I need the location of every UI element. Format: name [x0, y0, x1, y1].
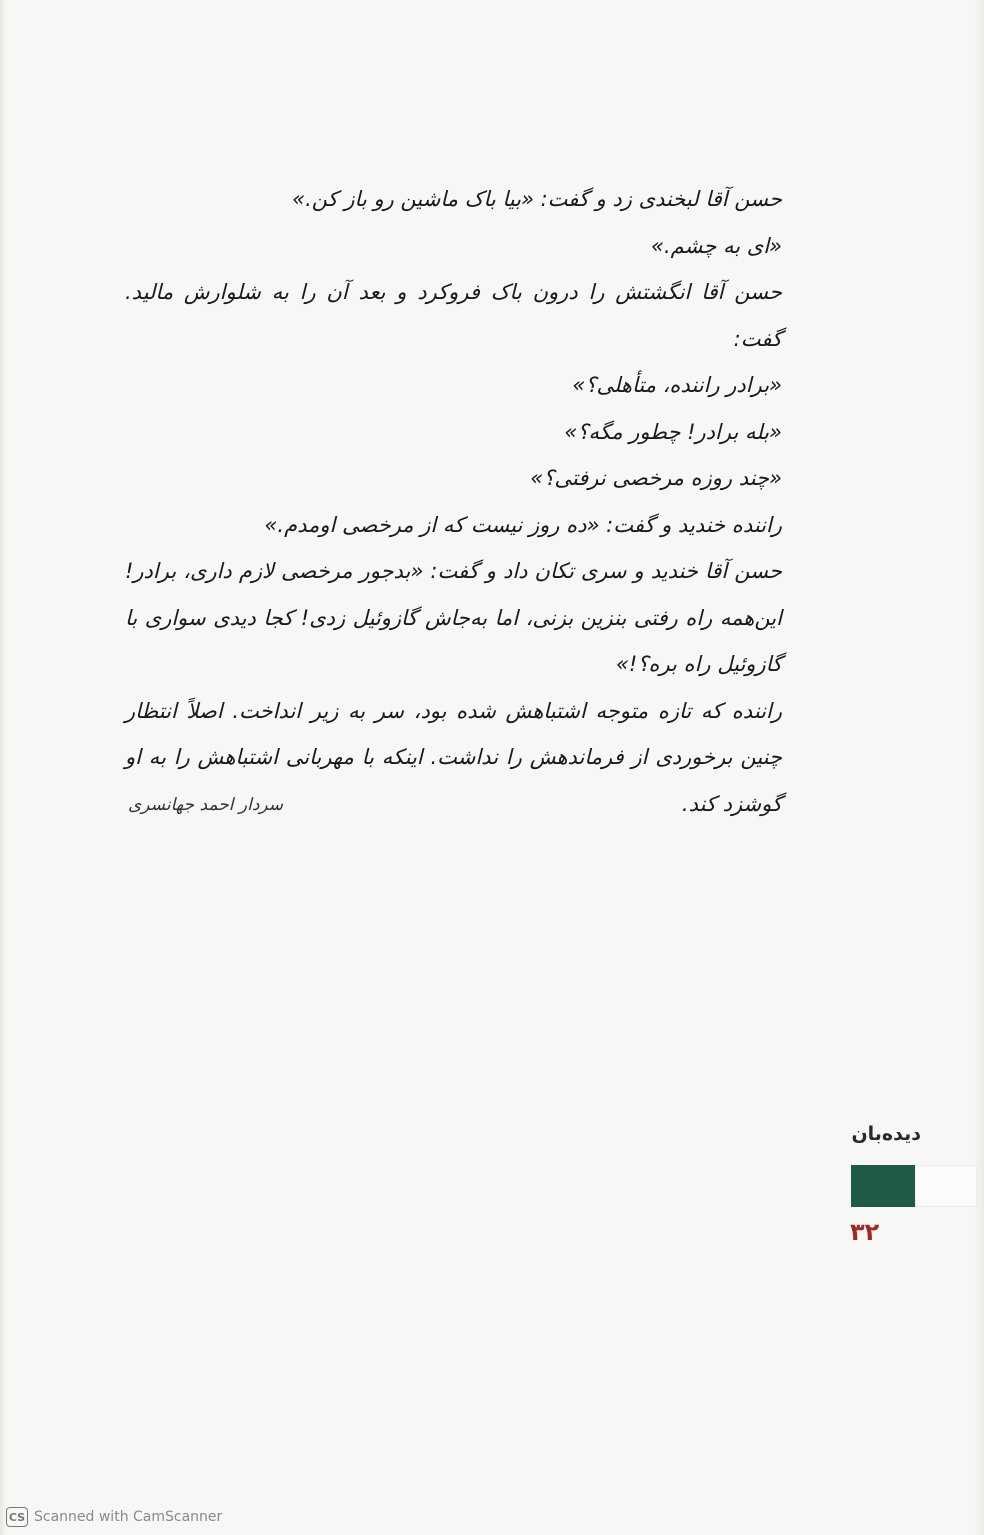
text-line: راننده خندید و گفت: «ده روز نیست که از مرخصی اومدم.» [264, 512, 782, 537]
text-line: «بله برادر! چطور مگه؟» [564, 419, 782, 444]
text-line: «چند روزه مرخصی نرفتی؟» [530, 466, 782, 490]
text-line: «برادر راننده، متأهلی؟» [572, 373, 782, 397]
color-block-green [851, 1165, 915, 1207]
scanner-text: Scanned with CamScanner [34, 1509, 223, 1525]
paragraph: حسن آقا خندید و سری تکان داد و گفت: «بدجور مرخصی لازم داری، برادر! این‌همه راه رفتی بنزین بزنی، اما به‌جاش گازوئیل زدی! کجا دیدی سواری با گازوئیل راه بره؟!» [125, 559, 782, 676]
text-line: حسن آقا انگشتش را درون باک فروکرد و بعد آن را به شلوارش مالید. گفت: [125, 280, 782, 351]
text-line: «ای به چشم.» [650, 233, 782, 258]
section-title: دیده‌بان [851, 1123, 921, 1145]
page-edge-shadow [974, 0, 984, 1535]
page-number: ۳۲ [850, 1218, 880, 1246]
page-edge-shadow [0, 0, 6, 1535]
text-line: حسن آقا لبخندی زد و گفت: «بیا باک ماشین رو باز کن.» [292, 187, 782, 211]
author-signature: سردار احمد جهانسری [128, 795, 284, 815]
body-text [125, 176, 782, 827]
paragraph: راننده که تازه متوجه اشتباهش شده بود، سر به زیر انداخت. اصلاً انتظار چنین برخوردی از فرماندهش را نداشت. اینکه با مهربانی اشتباهش را به او گوشزد کند. [125, 698, 782, 816]
camscanner-logo-icon: CS [6, 1507, 28, 1527]
color-block-white [915, 1165, 977, 1207]
scanner-watermark [6, 1504, 222, 1530]
